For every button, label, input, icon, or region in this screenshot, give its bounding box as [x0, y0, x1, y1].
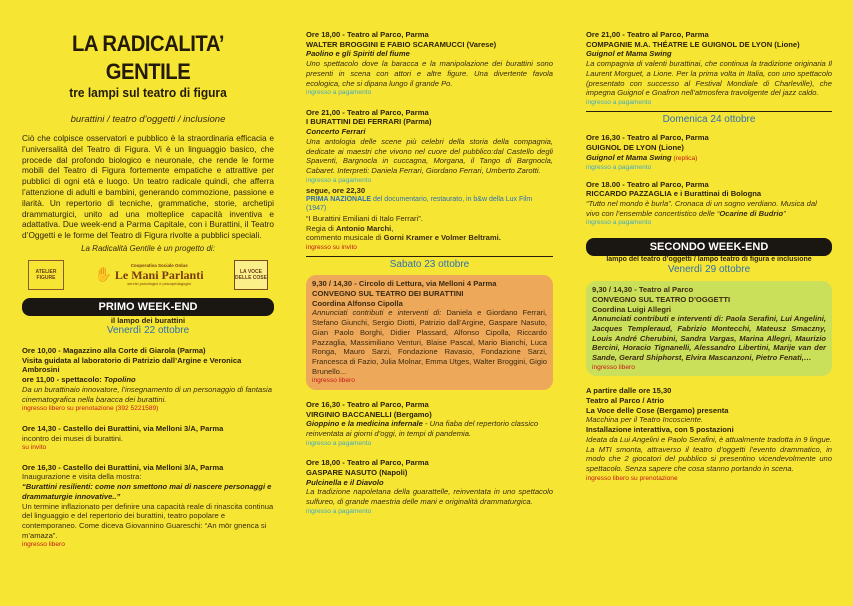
- weekend-2-subtitle: lampo del teatro d’oggetti / lampo teatro di figura e inclusione: [606, 255, 812, 263]
- event-entry: ingresso a pagamento: [306, 176, 372, 184]
- event-desc: La compagnia di valenti burattinai, che continua la tradizione originaria Il Laurent Morguet, a Lione. Per la prima volta in Italia, con uno spettacolo (presentato con successo al Festival Mondiale di Charleville), che impegna Guignol e Gnafron nell’atmosfera travolgente del jazz caldo.: [586, 59, 832, 98]
- event-desc: La tradizione napoletana della guarattelle, reinventata in uno spettacolo sulfureo, di grande maestria delle mani e originalità drammaturgica.: [306, 487, 553, 507]
- event-desc-bold: Ocarine di Budrio: [719, 208, 784, 218]
- event-desc: Inaugurazione e visita della mostra:: [22, 472, 142, 482]
- event-show: Pulcinella e il Diavolo: [306, 477, 384, 487]
- event-desc-2: Un termine inflazionato per definire una capacità reale di rinascita continua del linguaggio e del repertorio dei burattini, teatro popolare e contemporaneo. Come diceva Giovannino Guareschi: “An mör gnenca si m’amaza”.: [22, 501, 274, 540]
- event-time: Ore 16,30 - Teatro al Parco, Parma: [586, 133, 709, 143]
- event-company: GASPARE NASUTO (Napoli): [306, 467, 408, 477]
- event-desc-end: ”: [783, 208, 786, 218]
- event-ferrari: [306, 108, 553, 185]
- event-pazzaglia: [586, 180, 832, 228]
- event-entry: su invito: [22, 444, 47, 452]
- event-show: Guignol et Mama Swing: [586, 49, 672, 59]
- event-company: COMPAGNIE M.A. THÉATRE LE GUIGNOL DE LYON (Lione): [586, 39, 800, 49]
- followup-time: segue, ore 22,30: [306, 186, 366, 196]
- music-names: Gorni Kramer e Volmer Beltrami.: [383, 233, 501, 243]
- event-time: Ore 18,00 - Teatro al Parco, Parma: [306, 458, 429, 468]
- atelier-figure-logo: [28, 260, 64, 290]
- voce-delle-cose-logo: [234, 260, 268, 290]
- partner-logos: [22, 258, 274, 292]
- convegno-desc-text: Daniela e Giordano Ferrari, Stefano Giunchi, Sergio Diotti, Patrizio dall’Argine, Gaspare Nasuto, Gian Paolo Borghi, Didier Plassard, Alfonso Cipolla, Riccardo Pazzaglia, Massimiliano Venturi, Blaise Pascal, Mario Bianchi, Luca Ronga, Mauro Sarzi, Fondazione Ravasio, Fondazione Sarzi, Francesca di Fazio, Julia Molnar, Emma Utges, Walter Broggini, Gigio Brunello...: [312, 308, 547, 376]
- weekend-1-section: [22, 298, 274, 338]
- director-pre: Regia di: [306, 223, 336, 233]
- premiere-label: PRIMA NAZIONALE: [306, 195, 372, 203]
- hand-icon: ✋: [94, 266, 112, 283]
- tagline: burattini / teatro d’oggetti / inclusione: [70, 113, 226, 125]
- divider: [586, 111, 832, 112]
- event-desc-text: - Una fiaba del repertorio classico reinventata ai giorni d’oggi, in tempi di pandemia.: [306, 419, 539, 439]
- event-entry: ingresso a pagamento: [586, 219, 652, 227]
- event-entry: ingresso a pagamento: [306, 89, 372, 97]
- followup-entry: ingresso su invito: [306, 244, 357, 251]
- event-nasuto: [306, 458, 553, 516]
- event-entry: ingresso a pagamento: [586, 164, 652, 172]
- mani-parlanti-sub: servizi psicologici e psicopedagogici: [127, 280, 192, 286]
- event-company: VIRGINIO BACCANELLI (Bergamo): [306, 409, 432, 419]
- convegno-desc-text: Paola Serafini, Lui Angelini, Jacques Templeraud, Fabrizio Montecchi, Mateusz Smaczny, Louis André Cherubini, Sandra Vargas, Marina Allegri, Maurizio Bercini, Horacio Tignanelli, Alessandro Libertini, Marije van der Sande, Gerard Shiphorst, Elvira Mascanzoni, Pietro Fenati,…: [592, 314, 826, 363]
- event-show-line: [586, 153, 832, 163]
- followup-premiere: [306, 196, 553, 214]
- event-entry: ingresso libero: [22, 541, 65, 549]
- event-line-text: ore 11,00 - spettacolo:: [22, 375, 104, 385]
- mani-parlanti-logo: [75, 261, 223, 289]
- event-show: Gioppino e la medicina infernale: [306, 419, 423, 429]
- event-show: Guignol et Mama Swing: [586, 152, 672, 162]
- event-magazzino: [22, 346, 274, 414]
- event-followup: [306, 186, 553, 252]
- project-credit: La Radicalità Gentile è un progetto di:: [81, 243, 215, 253]
- voce-delle-cose-logo-text: LA VOCE DELLE COSE: [235, 268, 267, 282]
- day-heading-sunday-24: Domenica 24 ottobre: [662, 114, 756, 126]
- page-subtitle: tre lampi sul teatro di figura: [69, 85, 227, 101]
- premiere-rest: del documentario, restaurato, in b&w della Lux Film (1947): [306, 195, 533, 212]
- convegno-title: CONVEGNO SUL TEATRO DEI BURATTINI: [312, 288, 464, 298]
- convegno-entry: ingresso libero: [312, 377, 355, 385]
- event-baccanelli: [306, 400, 553, 448]
- followup-music: [306, 233, 553, 243]
- event-desc: [586, 199, 832, 218]
- event-castello-1: [22, 424, 274, 453]
- convegno-desc-label: Annunciati contributi e interventi di:: [592, 314, 726, 324]
- event-show: Paolino e gli Spiriti del fiume: [306, 49, 410, 59]
- event-castello-2: [22, 463, 274, 550]
- event-time: A partire dalle ore 15,30: [586, 386, 672, 396]
- event-desc-text: “Tutto nel mondo è burla”. Cronaca di un sogno verdiano. Musica dal vivo con l’ensemble concertistico delle “: [586, 199, 817, 218]
- event-voce-delle-cose: [586, 386, 832, 483]
- followup-film: “I Burattini Emiliani di Italo Ferrari”.: [306, 213, 423, 223]
- event-show: Concerto Ferrari: [306, 127, 366, 137]
- page-title: LA RADICALITA’ GENTILE: [71, 31, 225, 85]
- event-desc: incontro dei musei di burattini.: [22, 433, 123, 443]
- convegno-oggetti-box: [586, 281, 832, 376]
- column-1: [22, 0, 274, 550]
- event-guignol-2: [586, 133, 832, 172]
- day-heading-friday-22: Venerdì 22 ottobre: [106, 325, 190, 337]
- intro-text: Ciò che colpisce osservatori e pubblico è la straordinaria efficacia e l’universalità del Teatro di Figura. Vi è un linguaggio basico, che procede dal profondo biologico e neuronale, che rende le forme mobili del Teatro di Figura fortemente empatiche e attrattive per pubblici di ogni età e luogo. Un teatro radicale quindi, che afferra l’attenzione di adulti e bambini, generando commozione, passione e ilarità. Un repertorio di tecniche, grammatiche, storie, archetipi drammaturgici, unito ad una molteplice capacità inventiva e adattativa. Due week-end a Parma Capitale, con i Burattini, il Teatro d’Oggetti e le forme del Teatro di Figura rivolte a pubblici speciali.: [22, 133, 274, 241]
- mani-parlanti-main: Le Mani Parlanti: [114, 268, 204, 283]
- convegno-time: 9,30 / 14,30 - Teatro al Parco: [592, 285, 694, 295]
- divider: [306, 256, 553, 257]
- day-heading-friday-29: Venerdì 29 ottobre: [667, 264, 751, 276]
- event-company: WALTER BROGGINI E FABIO SCARAMUCCI (Varese): [306, 39, 497, 49]
- event-entry: ingresso a pagamento: [586, 99, 652, 107]
- convegno-desc-label: Annunciati contributi e interventi di:: [312, 308, 447, 318]
- event-entry: ingresso a pagamento: [306, 439, 372, 447]
- event-desc: Uno spettacolo dove la baracca e la manipolazione dei burattini sono presenti in scena con attori e altre figure. Una divertente favola ecologica, che si dipana lungo il grande Po.: [306, 59, 553, 88]
- convegno-coord: Coordina Alfonso Cipolla: [312, 298, 403, 308]
- event-show: Topolino: [103, 375, 136, 385]
- event-subtitle: Macchina per il Teatro Incosciente.: [586, 415, 704, 425]
- event-desc: Da un burattinaio innovatore, l’insegnamento di un personaggio di fantasia cinematografica nella baracca dei burattini.: [22, 384, 272, 404]
- event-broggini: [306, 30, 553, 98]
- event-time: Ore 16,30 - Teatro al Parco, Parma: [306, 399, 429, 409]
- event-company: I BURATTINI DEI FERRARI (Parma): [306, 117, 432, 127]
- event-line: [22, 375, 274, 385]
- event-company: La Voce delle Cose (Bergamo) presenta: [586, 405, 729, 415]
- convegno-coord: Coordina Luigi Allegri: [592, 304, 672, 314]
- event-note: (replica): [671, 154, 698, 162]
- event-desc: Una antologia delle scene più celebri della storia della compagnia, dedicate ai maestri che vivono nel cuore del pubblico:dal Castello degli Spaventi, Bargnocla in cuccagna, Morgana, il Tango di Bargnocla, Cabaret. Interpreti: Daniela Ferrari, Giordano Ferrari, Umberto Zarotti.: [306, 136, 553, 176]
- column-3: [586, 0, 832, 483]
- event-company: GUIGNOL DE LYON (Lione): [586, 142, 684, 152]
- event-entry: ingresso libero su prenotazione (392 5221589): [22, 405, 159, 413]
- event-title: Installazione interattiva, con 5 postazioni: [586, 425, 734, 435]
- event-quote: “Burattini resilienti: come non smettono mai di nascere personaggi e drammaturgie innovative..”: [22, 482, 272, 501]
- convegno-desc: [312, 308, 547, 376]
- event-guignol-1: [586, 30, 832, 107]
- director-post: ,: [391, 223, 394, 233]
- event-time: Ore 10,00 - Magazzino alla Corte di Giarola (Parma): [22, 346, 206, 356]
- column-2: [306, 0, 553, 516]
- event-time: Ore 16,30 - Castello dei Burattini, via Melloni 3/A, Parma: [22, 462, 224, 472]
- mani-parlanti-small: Cooperativa Sociale Onlus: [130, 263, 188, 269]
- event-time: Ore 14,30 - Castello dei Burattini, via Melloni 3/A, Parma: [22, 423, 224, 433]
- director-name: Antonio Marchi: [335, 223, 392, 233]
- event-time: Ore 21,00 - Teatro al Parco, Parma: [306, 107, 429, 117]
- convegno-desc: [592, 314, 826, 363]
- convegno-entry: ingresso libero: [592, 363, 635, 371]
- music-pre: commento musicale di: [306, 233, 384, 243]
- event-place: Teatro al Parco / Atrio: [586, 395, 665, 405]
- event-company: RICCARDO PAZZAGLIA e i Burattinai di Bologna: [586, 189, 762, 199]
- atelier-figure-logo-text: ATELIER FIGURE: [35, 268, 57, 282]
- weekend-2-banner: SECONDO WEEK-END: [586, 238, 832, 256]
- convegno-burattini-box: [306, 275, 553, 390]
- event-time: Ore 18.00 - Teatro al Parco, Parma: [586, 179, 709, 189]
- event-desc: [306, 419, 553, 438]
- weekend-1-banner: PRIMO WEEK-END: [22, 298, 274, 316]
- weekend-1-subtitle: il lampo dei burattini: [110, 316, 186, 326]
- convegno-title: CONVEGNO SUL TEATRO D’OGGETTI: [592, 294, 731, 304]
- followup-director: [306, 224, 553, 234]
- event-desc: Ideata da Lui Angelini e Paolo Serafini, è attualmente tradotta in 9 lingue. La MTI smonta, attraverso il teatro d’oggetti l’evento drammatico, in modo che 2 giocatori del pubblico si presentino vicendevolmente uno spettacolo. Senza sapere che cosa stanno portando in scena.: [586, 434, 832, 474]
- convegno-time: 9,30 / 14,30 - Circolo di Lettura, via Melloni 4 Parma: [312, 279, 497, 289]
- day-heading-saturday-23: Sabato 23 ottobre: [389, 259, 470, 271]
- event-entry: ingresso libero su prenotazione: [586, 474, 678, 482]
- event-time: Ore 18,00 - Teatro al Parco, Parma: [306, 30, 429, 39]
- event-entry: ingresso a pagamento: [306, 507, 372, 515]
- weekend-2-section: [586, 238, 832, 277]
- event-time: Ore 21,00 - Teatro al Parco, Parma: [586, 30, 709, 39]
- event-title: Visita guidata al laboratorio di Patrizio dall’Argine e Veronica Ambrosini: [22, 355, 242, 375]
